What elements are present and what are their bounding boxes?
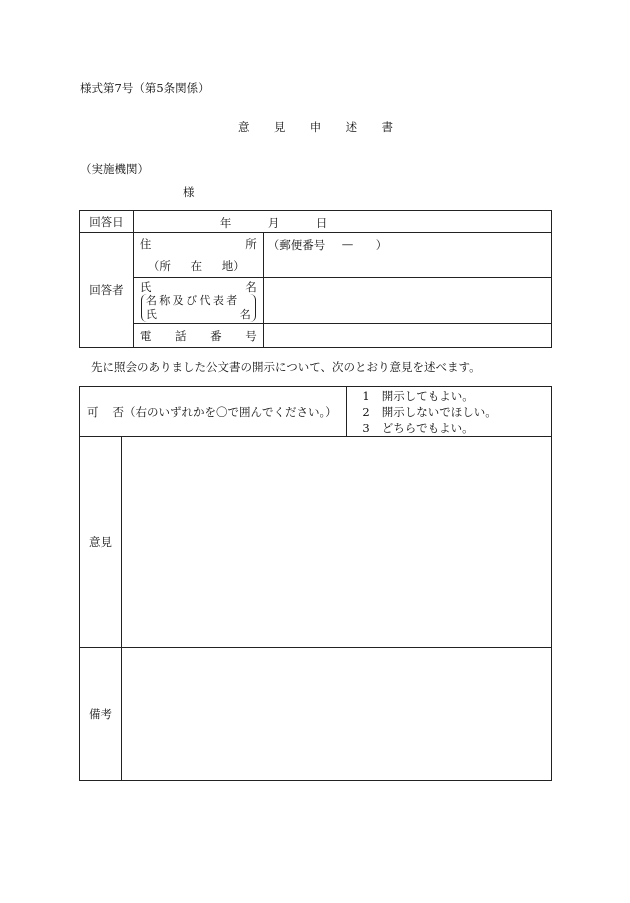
phone-char: 号: [245, 328, 257, 343]
postal-close: ）: [375, 238, 388, 252]
phone-char: 話: [175, 328, 187, 343]
remarks-input[interactable]: [121, 648, 551, 781]
year-label: 年: [219, 215, 232, 230]
respondent-label: 回答者: [80, 233, 134, 348]
address-sub-3: 地）: [221, 259, 245, 273]
option-text: 開示してもよい。: [381, 388, 474, 403]
option-text: 開示しないでほしい。: [381, 404, 497, 419]
agency-label: （実施機関）: [80, 162, 149, 176]
address-label-cell: [133, 233, 263, 278]
address-label-1: 住: [139, 237, 152, 251]
corp-name-line: 名称及び代表者: [145, 293, 240, 307]
option-number: 2: [362, 404, 370, 419]
title-char: 述: [345, 120, 358, 134]
option-number: 3: [362, 420, 370, 435]
title-char: 見: [273, 120, 286, 134]
yesno-options-cell: [347, 387, 552, 437]
postal-label: （郵便番号: [267, 238, 326, 252]
option-text: どちらでもよい。: [381, 420, 474, 435]
name-label-cell: [133, 278, 263, 324]
remarks-label: 備考: [80, 648, 122, 781]
phone-char: 電: [139, 328, 152, 343]
month-label: 月: [267, 215, 280, 230]
yesno-label-cell: [80, 387, 347, 437]
honorific: 様: [183, 185, 195, 199]
phone-label-cell: [133, 324, 263, 348]
address-sub-2: 在: [190, 259, 203, 273]
respondent-table: [79, 210, 552, 348]
name-input[interactable]: [263, 278, 551, 324]
name-label-2: 名: [245, 279, 257, 294]
answer-date-label: 回答日: [80, 211, 134, 233]
postal-dash: —: [341, 237, 354, 251]
yesno-label-2: 否（右のいずれかを〇で囲んでください。）: [112, 404, 337, 419]
title-char: 意: [238, 120, 250, 134]
phone-char: 番: [210, 328, 222, 343]
answer-date-field[interactable]: [133, 211, 551, 233]
address-sub-1: （所: [147, 259, 171, 273]
opinion-table: [79, 386, 552, 781]
yesno-label-1: 可: [87, 404, 99, 419]
option-item[interactable]: [362, 404, 551, 420]
title-char: 申: [309, 120, 322, 134]
day-label: 日: [315, 215, 328, 230]
page-title: [238, 121, 393, 135]
phone-input[interactable]: [263, 324, 551, 348]
name-label-1: 氏: [139, 279, 152, 294]
address-input[interactable]: [263, 233, 551, 278]
title-char: 書: [381, 120, 393, 134]
option-item[interactable]: [362, 388, 551, 404]
opinion-label: 意見: [80, 437, 122, 648]
corp-rep-1: 氏: [145, 307, 157, 321]
form-number: 様式第7号（第5条関係）: [80, 81, 210, 95]
intro-sentence: 先に照会のありました公文書の開示について、次のとおり意見を述べます。: [91, 360, 481, 374]
address-label-2: 所: [245, 237, 257, 251]
option-item[interactable]: [362, 420, 551, 436]
opinion-input[interactable]: [121, 437, 551, 648]
corp-rep-2: 名: [239, 307, 251, 321]
option-number: 1: [362, 388, 370, 403]
